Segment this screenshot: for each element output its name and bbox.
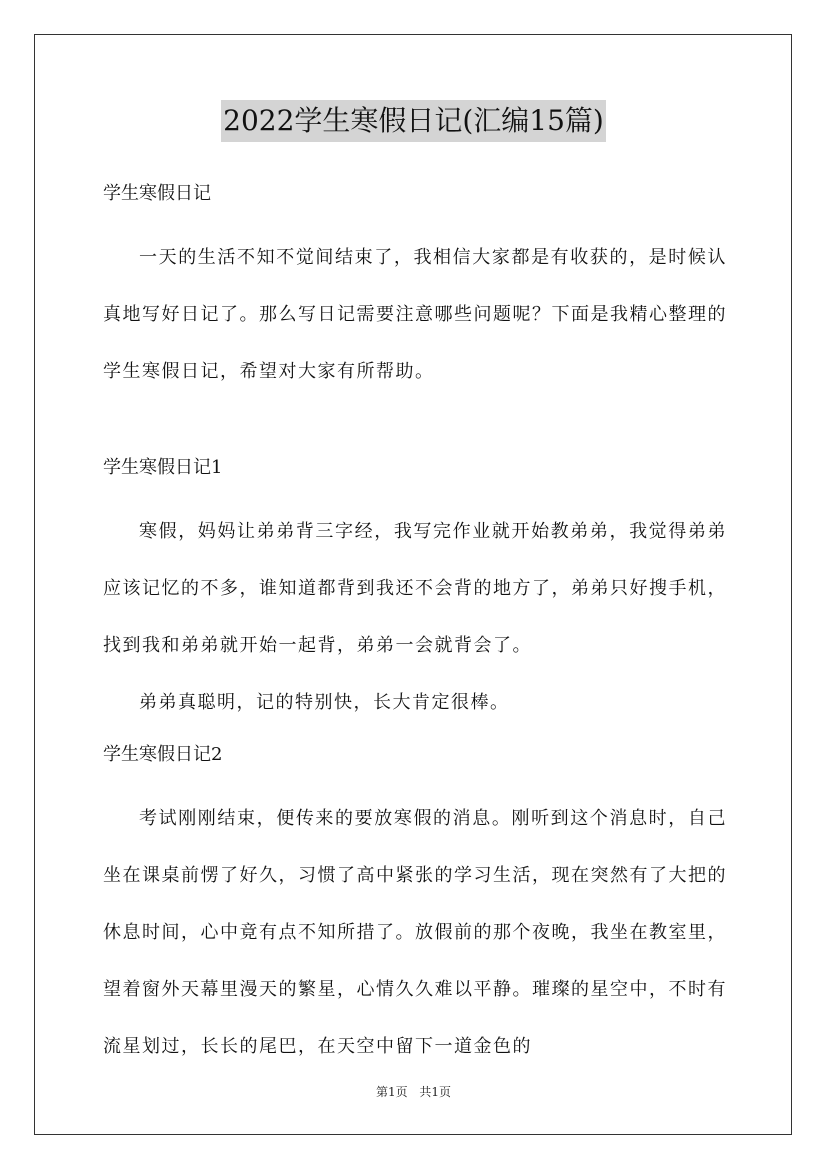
title-container: [0, 100, 827, 142]
page-number: 第1页: [375, 1085, 408, 1099]
document-body: [103, 170, 727, 1075]
paragraph: 考试刚刚结束，便传来的要放寒假的消息。刚听到这个消息时，自己坐在课桌前愣了好久，习惯了高中紧张的学习生活，现在突然有了大把的休息时间，心中竟有点不知所措了。放假前的那个夜晚，我坐在教室里，望着窗外天幕里漫天的繁星，心情久久难以平静。璀璨的星空中，不时有流星划过，长长的尾巴，在天空中留下一道金色的: [103, 808, 727, 1057]
document-title: 2022学生寒假日记(汇编15篇): [221, 100, 606, 142]
section-heading: 学生寒假日记: [103, 183, 211, 204]
section-heading: 学生寒假日记2: [103, 744, 223, 765]
page-total: 共1页: [419, 1085, 452, 1099]
paragraph: 一天的生活不知不觉间结束了，我相信大家都是有收获的，是时候认真地写好日记了。那么写日记需要注意哪些问题呢？下面是我精心整理的学生寒假日记，希望对大家有所帮助。: [103, 247, 727, 382]
paragraph: 弟弟真聪明，记的特别快，长大肯定很棒。: [139, 692, 510, 713]
section-heading: 学生寒假日记1: [103, 457, 223, 478]
page-footer: [0, 1083, 827, 1100]
paragraph: 寒假，妈妈让弟弟背三字经，我写完作业就开始教弟弟，我觉得弟弟应该记忆的不多，谁知道都背到我还不会背的地方了，弟弟只好搜手机，找到我和弟弟就开始一起背，弟弟一会就背会了。: [103, 521, 727, 656]
